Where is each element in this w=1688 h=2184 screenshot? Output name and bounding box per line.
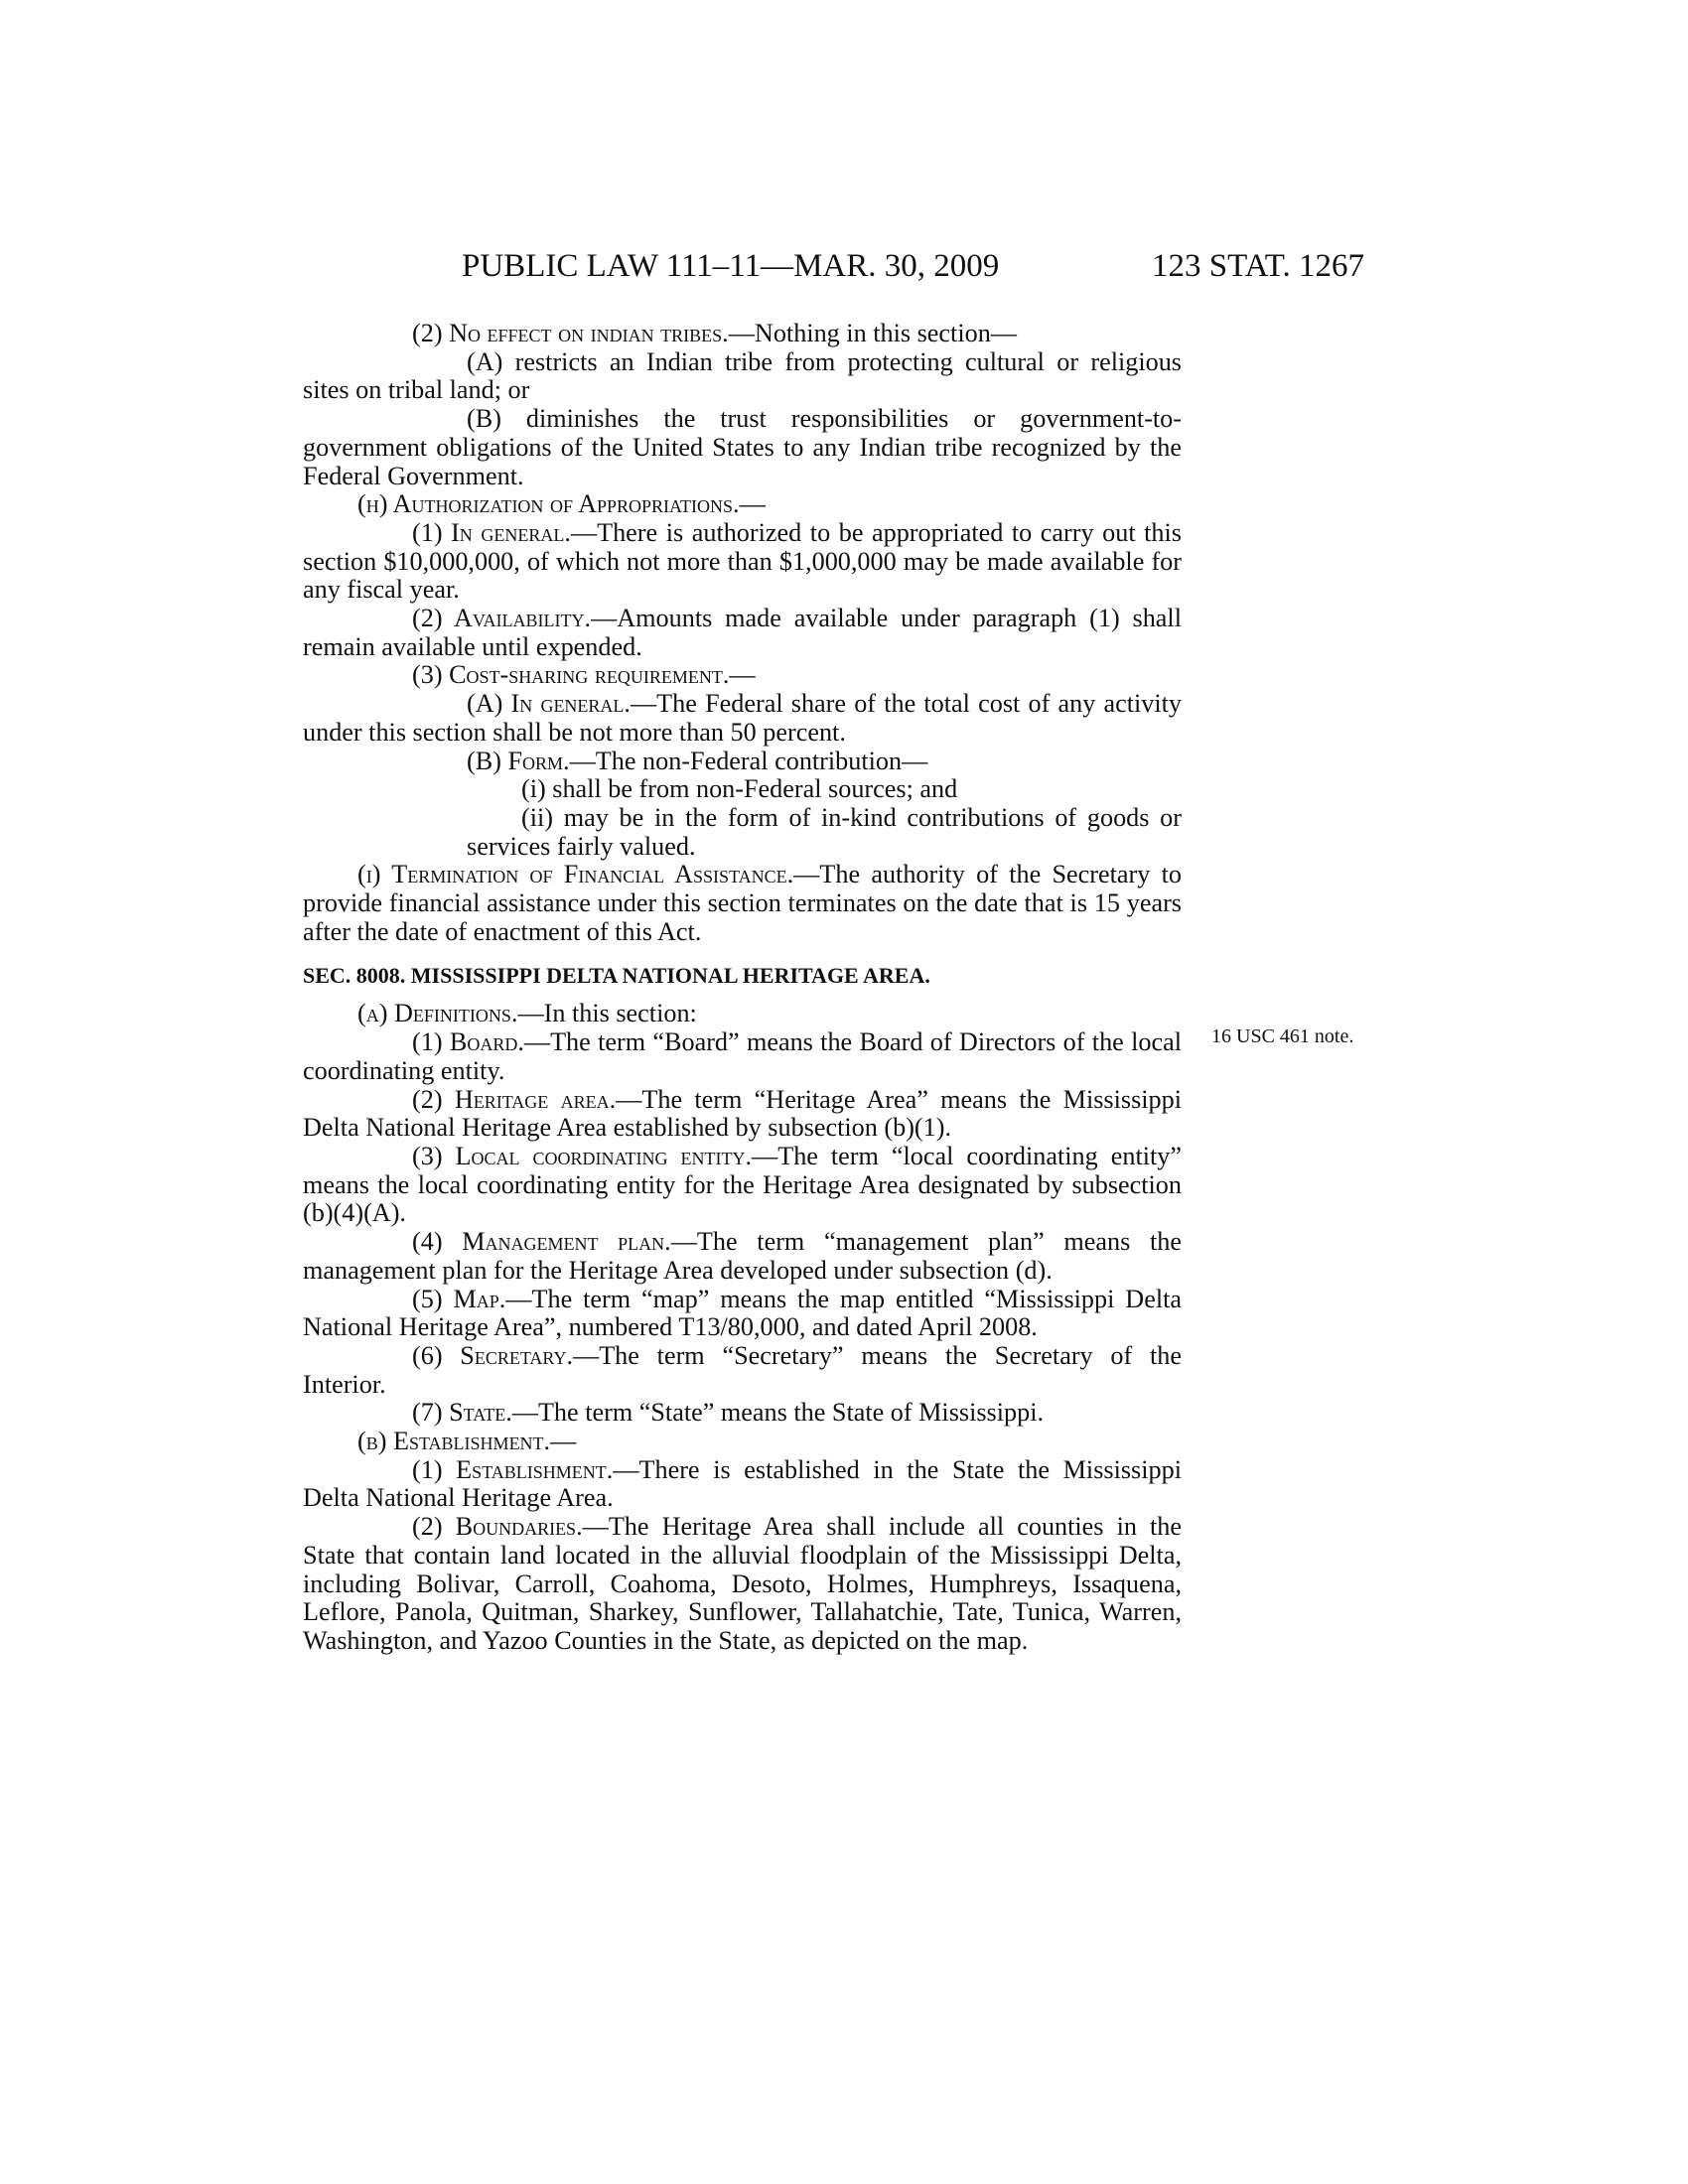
paragraph-heading: (6) Secretary.: [412, 1340, 573, 1370]
section-title: SEC. 8008. MISSISSIPPI DELTA NATIONAL HERITAGE AREA.: [303, 963, 930, 989]
paragraph-g2: [303, 320, 1182, 348]
paragraph-h3a: [303, 690, 1182, 747]
page-body: [303, 320, 1182, 1656]
paragraph-b1: [303, 1456, 1182, 1513]
paragraph-heading: (2) Availability.: [412, 604, 592, 633]
paragraph-text: —There is established in the State the Mississippi Delta National Heritage Area.: [303, 1454, 1182, 1513]
paragraph-text: —Nothing in this section—: [728, 319, 1017, 347]
paragraph-heading: (3) Local coordinating entity.: [412, 1141, 753, 1170]
paragraph-heading: (h) Authorization of Appropriations.: [357, 489, 740, 519]
paragraph-a7: [303, 1399, 1182, 1428]
paragraph-text: —The term “Heritage Area” means the Mississippi Delta National Heritage Area established by subsection (b)(1).: [303, 1084, 1182, 1143]
paragraph-h3bi: (i) shall be from non-Federal sources; and: [521, 774, 958, 804]
paragraph-heading: (2) No effect on indian tribes.: [412, 319, 729, 347]
paragraph-a1: [303, 1028, 1182, 1085]
paragraph-text: —The term “State” means the State of Mississippi.: [511, 1398, 1045, 1428]
paragraph-heading: (1) In general.: [412, 517, 571, 547]
paragraph-h1: [303, 519, 1182, 605]
paragraph-text: —Amounts made available under paragraph (1) shall remain available until expended.: [303, 604, 1182, 661]
paragraph-text: —There is authorized to be appropriated to carry out this section $10,000,000, of which not more than $1,000,000 may be made available for any fiscal year.: [303, 517, 1182, 605]
margin-note-usc: 16 USC 461 note.: [1211, 1025, 1354, 1047]
paragraph-a5: [303, 1286, 1182, 1342]
paragraph-text: —The term “map” means the map entitled “Mississippi Delta National Heritage Area”, numbered T13/80,000, and dated April 2008.: [303, 1284, 1182, 1342]
paragraph-a: [303, 1000, 1182, 1028]
paragraph-heading: (b) Establishment.: [357, 1427, 551, 1456]
paragraph-a6: [303, 1342, 1182, 1399]
paragraph-h: [303, 490, 1182, 519]
paragraph-heading: (B) Form.: [467, 746, 570, 775]
paragraph-heading: (1) Board.: [412, 1027, 524, 1057]
paragraph-heading: (2) Boundaries.: [412, 1512, 583, 1542]
paragraph-a2: [303, 1086, 1182, 1143]
paragraph-heading: (7) State.: [412, 1398, 512, 1428]
paragraph-text: —In this section:: [517, 999, 697, 1028]
paragraph-heading: (2) Heritage area.: [412, 1084, 617, 1114]
paragraph-heading: (A) In general.: [467, 689, 631, 719]
paragraph-heading: (a) Definitions.: [357, 999, 518, 1028]
paragraph-text: —The term “local coordinating entity” means the local coordinating entity for the Heritage Area designated by subsection (b)(4)(A).: [303, 1141, 1182, 1228]
paragraph-text: —The non-Federal contribution—: [569, 746, 928, 775]
paragraph-a4: [303, 1228, 1182, 1285]
paragraph-g2b: (B) diminishes the trust responsibilities or government-to-government obligations of the United States to any Indian tribe recognized by the Federal Government.: [303, 404, 1182, 490]
paragraph-text: —The term “management plan” means the management plan for the Heritage Area developed under subsection (d).: [303, 1227, 1183, 1285]
paragraph-h3: [303, 661, 1182, 690]
paragraph-heading: (3) Cost-sharing requirement.: [412, 660, 730, 690]
paragraph-text: —The Heritage Area shall include all counties in the State that contain land located in the alluvial floodplain of the Mississippi Delta, including Bolivar, Carroll, Coahoma, Desoto, Holmes, Humphreys, Issaquena, Leflore, Panola, Quitman, Sharkey, Sunflower, Tallahatchie, Tate, Tunica, Warren, Washington, and Yazoo Counties in the State, as depicted on the map.: [303, 1512, 1182, 1655]
paragraph-text: —: [729, 660, 756, 690]
paragraph-text: —The Federal share of the total cost of any activity under this section shall be not more than 50 percent.: [303, 689, 1183, 747]
paragraph-heading: (5) Map.: [412, 1284, 506, 1313]
paragraph-text: —The term “Secretary” means the Secretary of the Interior.: [303, 1340, 1183, 1399]
paragraph-h3bii: (ii) may be in the form of in-kind contributions of goods or services fairly valued.: [467, 802, 1182, 861]
paragraph-heading: (i) Termination of Financial Assistance.: [357, 860, 794, 889]
paragraph-text: —The authority of the Secretary to provide financial assistance under this section terminates on the date that is 15 years after the date of enactment of this Act.: [303, 860, 1182, 946]
paragraph-b: [303, 1428, 1182, 1456]
paragraph-text: —: [739, 489, 766, 519]
paragraph-a3: [303, 1143, 1182, 1228]
paragraph-h2: [303, 605, 1182, 661]
paragraph-heading: (1) Establishment.: [412, 1454, 614, 1484]
paragraph-h3b: [303, 748, 1182, 776]
running-header-page-number: 123 STAT. 1267: [1152, 248, 1365, 284]
paragraph-b2: [303, 1513, 1182, 1656]
running-header-left: PUBLIC LAW 111–11—MAR. 30, 2009: [462, 248, 1000, 284]
paragraph-text: —The term “Board” means the Board of Directors of the local coordinating entity.: [303, 1027, 1182, 1085]
paragraph-i: [303, 861, 1182, 946]
paragraph-text: —: [550, 1427, 577, 1456]
paragraph-heading: (4) Management plan.: [412, 1227, 671, 1257]
paragraph-g2a: (A) restricts an Indian tribe from protecting cultural or religious sites on tribal land; or: [303, 346, 1182, 405]
